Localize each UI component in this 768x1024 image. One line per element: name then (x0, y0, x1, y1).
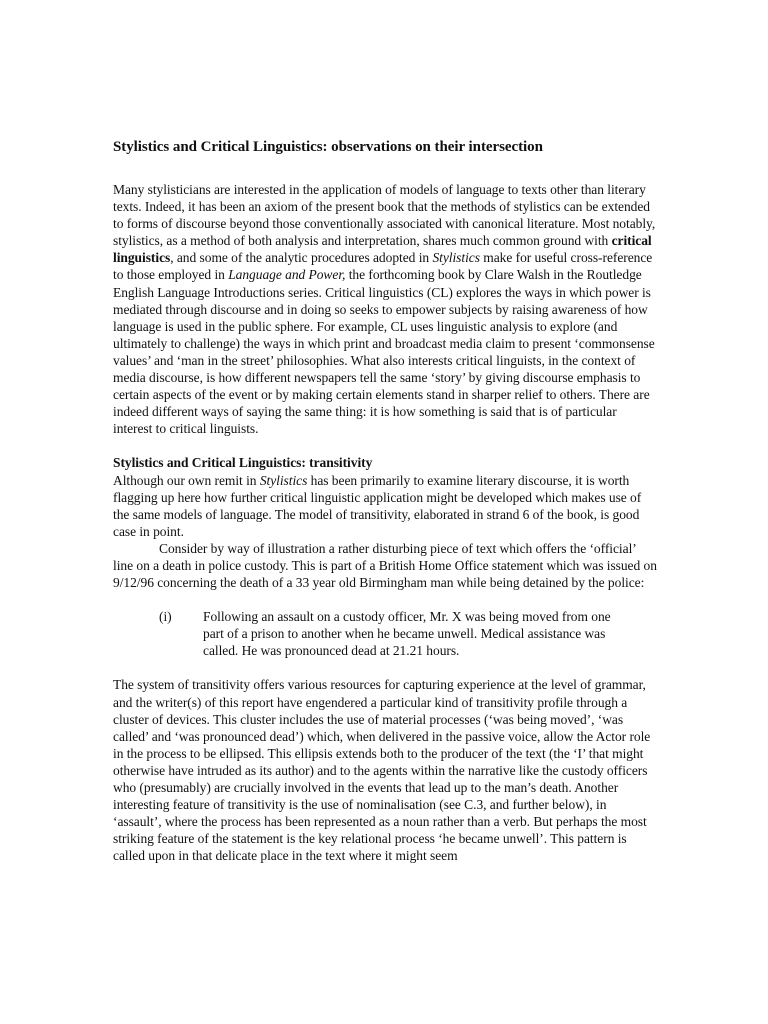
document-page (113, 137, 658, 864)
paragraph-remit-text-c: has been primarily to examine literary discourse, it is worth flagging up here how further critical linguistic application might be developed which makes use of the same models of language. The model of transitivity, elaborated in strand 6 of the book, is good case in point. (113, 472, 642, 539)
paragraph-intro-text-c: , and some of the analytic procedures adopted in (170, 250, 433, 266)
paragraph-remit-text-a: Although our own remit in (113, 472, 260, 488)
critical-linguistics-term: critical linguistics (113, 233, 652, 266)
paragraph-remit (113, 472, 658, 540)
paragraph-transitivity: The system of transitivity offers various resources for capturing experience at the level of grammar, and the writer(s) of this report have engendered a particular kind of transitivity profile through a cluster of devices. This cluster includes the use of material processes (‘was being moved’, ‘was called’ and ‘was pronounced dead’) which, when delivered in the passive voice, allow the Actor role in the process to be ellipsed. This ellipsis extends both to the producer of the text (the ‘I’ that might otherwise have intruded as its author) and to the agents within the narrative like the custody officers who (presumably) are crucially involved in the events that lead up to the man’s death. Another interesting feature of transitivity is the use of nominalisation (see C.3, and further below), in ‘assault’, where the process has been represented as a noun rather than a verb. But perhaps the most striking feature of the statement is the key relational process ‘he became unwell’. This pattern is called upon in that delicate place in the text where it might seem (113, 677, 651, 864)
paragraph-intro-text-g: the forthcoming book by Clare Walsh in the Routledge English Language Introductions series. Critical linguistics (CL) explores the ways in which power is mediated through discourse and in doing so seeks to empower subjects by raising awareness of how language is used in the public sphere. For example, CL uses linguistic analysis to explore (and ultimately to challenge) the ways in which print and broadcast media claim to present ‘commonsense values’ and ‘man in the street’ philosophies. What also interests critical linguists, in the context of media discourse, is how different newspapers tell the same ‘story’ by giving discourse emphasis to certain aspects of the event or by making certain elements stand in sharper relief to others. There are indeed different ways of saying the same thing: it is how something is said that is of particular interest to critical linguists. (113, 267, 655, 437)
paragraph-illustration (113, 540, 658, 591)
example-quote (113, 608, 658, 659)
example-number: (i) (159, 609, 172, 625)
book-title-stylistics-2: Stylistics (259, 472, 308, 488)
example-text: Following an assault on a custody officer, Mr. X was being moved from one part of a prison to another when he became unwell. Medical assistance was called. He was pronounced dead at 21.21 hours. (203, 609, 611, 659)
paragraph-intro-text-e: make for useful cross-reference to those employed in (113, 250, 653, 283)
book-title-stylistics: Stylistics (432, 250, 480, 266)
paragraph-intro (113, 181, 658, 437)
document-title: Stylistics and Critical Linguistics: observations on their intersection (113, 139, 543, 155)
book-title-language-and-power: Language and Power, (228, 267, 346, 283)
paragraph-illustration-text: Consider by way of illustration a rather disturbing piece of text which offers the ‘official’ line on a death in police custody. This is part of a British Home Office statement which was issued on 9/12/96 concerning the death of a 33 year old Birmingham man while being detained by the police: (113, 540, 657, 591)
section-heading: Stylistics and Critical Linguistics: transitivity (113, 455, 373, 471)
paragraph-intro-text-a: Many stylisticians are interested in the application of models of language to texts other than literary texts. Indeed, it has been an axiom of the present book that the methods of stylistics can be extended to forms of discourse beyond those conventionally associated with canonical literature. Most notably, stylistics, as a method of both analysis and interpretation, shares much common ground with (113, 182, 656, 249)
